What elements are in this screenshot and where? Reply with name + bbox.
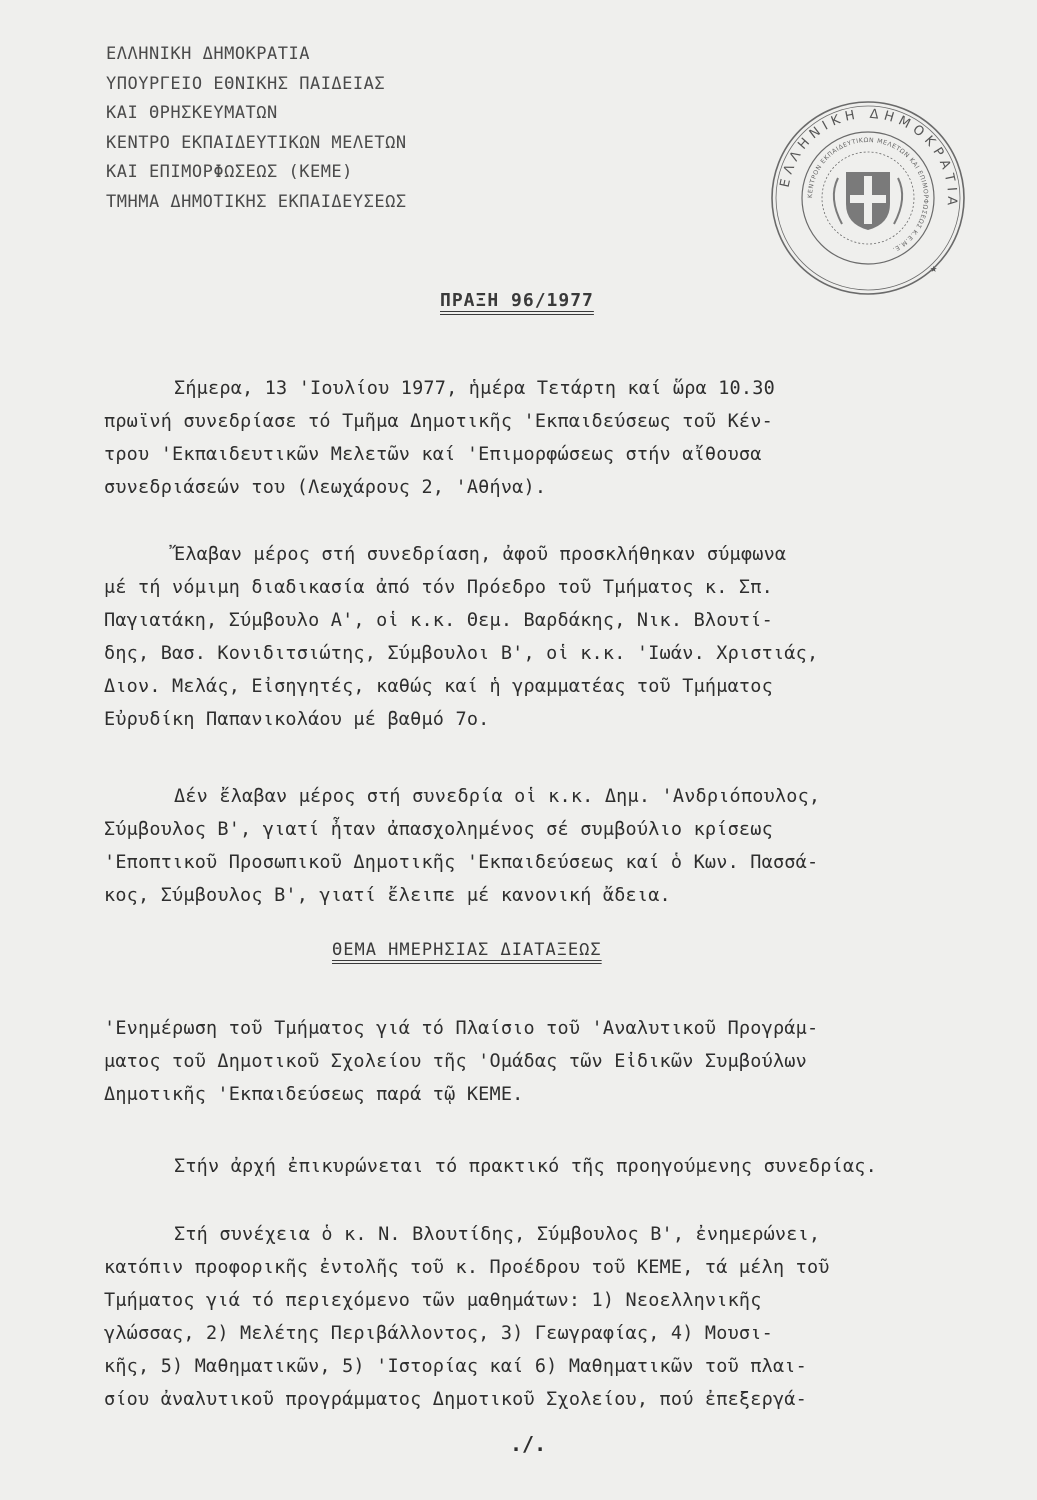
text-line: πρωϊνή συνεδρίασε τό Τμῆμα Δημοτικῆς 'Εκπαιδεύσεως τοῦ Κέν-: [104, 411, 773, 432]
text-line: γλώσσας, 2) Μελέτης Περιβάλλοντος, 3) Γεωγραφίας, 4) Μουσι-: [104, 1323, 773, 1344]
text-line: σίου ἀναλυτικοῦ προγράμματος Δημοτικοῦ Σχολείου, πού ἐπεξεργά-: [104, 1389, 807, 1410]
text-line: Σύμβουλος Β', γιατί ἦταν ἀπασχολημένος σέ συμβούλιο κρίσεως: [104, 819, 773, 840]
text-line: συνεδριάσεών του (Λεωχάρους 2, 'Αθήνα).: [104, 477, 547, 498]
text-line: Σήμερα, 13 'Ιουλίου 1977, ἡμέρα Τετάρτη καί ὥρα 10.30: [174, 378, 775, 399]
bleed-through-text: [440, 28, 520, 38]
official-seal-stamp: [768, 98, 968, 298]
paragraph-session-opening: [104, 372, 964, 504]
document-title: ΠΡΑΞΗ 96/1977: [440, 290, 594, 311]
text-line: Τμήματος γιά τό περιεχόμενο τῶν μαθημάτων: 1) Νεοελληνικῆς: [104, 1290, 762, 1311]
text-line: Στήν ἀρχή ἐπικυρώνεται τό πρακτικό τῆς προηγούμενης συνεδρίας.: [174, 1156, 877, 1177]
letterhead-line: ΥΠΟΥΡΓΕΙΟ ΕΘΝΙΚΗΣ ΠΑΙΔΕΙΑΣ: [106, 73, 386, 94]
coat-of-arms-icon: [834, 172, 902, 230]
text-line: δης, Βασ. Κονιδιτσιώτης, Σύμβουλοι Β', οἱ κ.κ. 'Ιωάν. Χριστιάς,: [104, 643, 819, 664]
seal-outer-text: ΕΛΛΗΝΙΚΗ ΔΗΜΟΚΡΑΤΙΑ: [777, 106, 960, 211]
paragraph-absentees: [104, 780, 964, 912]
letterhead-line: ΚΕΝΤΡΟ ΕΚΠΑΙΔΕΥΤΙΚΩΝ ΜΕΛΕΤΩΝ: [106, 132, 407, 153]
letterhead-line: ΕΛΛΗΝΙΚΗ ΔΗΜΟΚΡΑΤΙΑ: [106, 44, 310, 64]
text-line: τρου 'Εκπαιδευτικῶν Μελετῶν καί 'Επιμορφώσεως στήν αἴθουσα: [104, 444, 762, 465]
agenda-subject-heading: ΘΕΜΑ ΗΜΕΡΗΣΙΑΣ ΔΙΑΤΑΞΕΩΣ: [332, 940, 602, 960]
star-icon: ★: [930, 261, 938, 275]
text-line: κατόπιν προφορικῆς ἐντολῆς τοῦ κ. Προέδρου τοῦ ΚΕΜΕ, τά μέλη τοῦ: [104, 1257, 830, 1278]
paragraph-attendees: [104, 538, 964, 736]
text-line: ματος τοῦ Δημοτικοῦ Σχολείου τῆς 'Ομάδας τῶν Εἰδικῶν Συμβούλων: [104, 1051, 807, 1072]
text-line: Στή συνέχεια ὁ κ. Ν. Βλουτίδης, Σύμβουλος Β', ἐνημερώνει,: [174, 1224, 821, 1245]
paragraph-approval: [104, 1150, 964, 1183]
letterhead-line: ΚΑΙ ΕΠΙΜΟΡΦΩΣΕΩΣ (ΚΕΜΕ): [106, 162, 353, 182]
seal-inner-text: ΚΕΝΤΡΟΝ ΕΚΠΑΙΔΕΥΤΙΚΩΝ ΜΕΛΕΤΩΝ ΚΑΙ ΕΠΙΜΟΡΦΩΣΕΩΣ Κ.Ε.Μ.Ε.: [806, 136, 930, 254]
text-line: 'Ενημέρωση τοῦ Τμήματος γιά τό Πλαίσιο τοῦ 'Αναλυτικοῦ Προγράμ-: [104, 1018, 819, 1039]
paragraph-briefing: [104, 1218, 964, 1416]
letterhead-line: ΚΑΙ ΘΡΗΣΚΕΥΜΑΤΩΝ: [106, 103, 278, 123]
text-line: κῆς, 5) Μαθηματικῶν, 5) 'Ιστορίας καί 6) Μαθηματικῶν τοῦ πλαι-: [104, 1356, 807, 1377]
text-line: Εὐρυδίκη Παπανικολάου μέ βαθμό 7ο.: [104, 709, 490, 730]
text-line: Διον. Μελάς, Εἰσηγητές, καθώς καί ἡ γραμματέας τοῦ Τμήματος: [104, 676, 773, 697]
page-continuation-mark: ./.: [510, 1432, 547, 1456]
letterhead: [106, 40, 407, 217]
text-line: μέ τή νόμιμη διαδικασία ἀπό τόν Πρόεδρο τοῦ Τμήματος κ. Σπ.: [104, 577, 773, 598]
text-line: Δημοτικῆς 'Εκπαιδεύσεως παρά τῷ ΚΕΜΕ.: [104, 1084, 524, 1105]
text-line: Παγιατάκη, Σύμβουλο Α', οἱ κ.κ. Θεμ. Βαρδάκης, Νικ. Βλουτί-: [104, 610, 773, 631]
text-line: Δέν ἔλαβαν μέρος στή συνεδρία οἱ κ.κ. Δημ. 'Ανδριόπουλος,: [174, 786, 821, 807]
letterhead-line: ΤΜΗΜΑ ΔΗΜΟΤΙΚΗΣ ΕΚΠΑΙΔΕΥΣΕΩΣ: [106, 191, 407, 212]
text-line: Ἔλαβαν μέρος στή συνεδρίαση, ἀφοῦ προσκλήθηκαν σύμφωνα: [174, 544, 787, 565]
text-line: κος, Σύμβουλος Β', γιατί ἔλειπε μέ κανονική ἄδεια.: [104, 885, 671, 906]
text-line: 'Εποπτικοῦ Προσωπικοῦ Δημοτικῆς 'Εκπαιδεύσεως καί ὁ Κων. Πασσά-: [104, 852, 819, 873]
paragraph-agenda: [104, 1012, 964, 1111]
